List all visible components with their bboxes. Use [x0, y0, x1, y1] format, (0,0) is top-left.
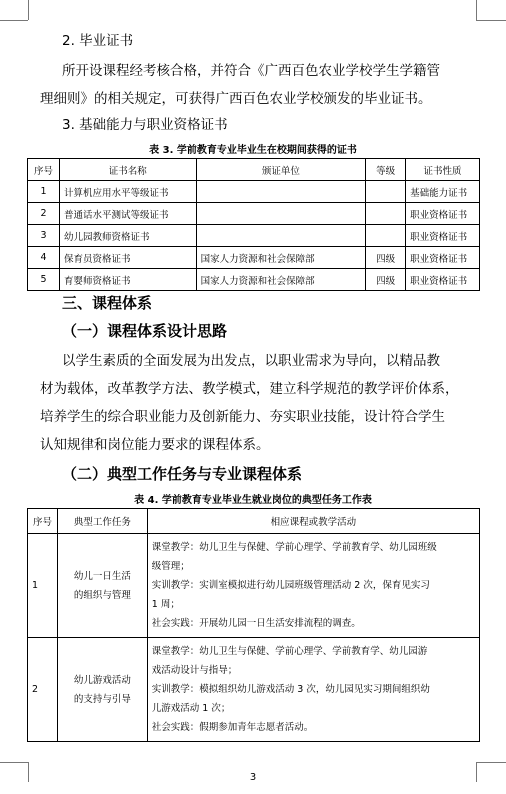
table-cell: 幼儿园教师资格证书: [59, 225, 196, 247]
table-row: [28, 159, 480, 181]
activity-line: 社会实践：开展幼儿园一日生活安排流程的调查。: [151, 618, 361, 629]
table-row: [28, 225, 480, 247]
table-cell: 2: [28, 203, 60, 225]
activity-line: 1 周；: [151, 599, 180, 610]
task-line: 幼儿游戏活动: [73, 674, 131, 686]
page-number: 3: [249, 772, 257, 783]
table-cell: 职业资格证书: [406, 269, 480, 291]
table-cell: [147, 534, 479, 638]
table-3: [27, 158, 480, 291]
table-3-header-level: 等级: [366, 159, 406, 181]
table-row: [28, 509, 480, 534]
activity-line: 级管理；: [151, 561, 190, 572]
activity-line: 戏活动设计与指导；: [151, 665, 238, 676]
task-line: 的组织与管理: [73, 589, 131, 601]
table-cell: [196, 203, 366, 225]
table-cell: 职业资格证书: [406, 247, 480, 269]
table-cell: [196, 225, 366, 247]
activity-line: 实训教学：模拟组织幼儿游戏活动 3 次，幼儿园见实习期间组织幼: [151, 684, 430, 695]
table-4-caption: 表 4. 学前教育专业毕业生就业岗位的典型任务工作表: [134, 495, 372, 506]
table-row: [28, 247, 480, 269]
table-cell: [147, 638, 479, 742]
table-3-caption: 表 3. 学前教育专业毕业生在校期间获得的证书: [149, 145, 357, 156]
table-cell: 国家人力资源和社会保障部: [196, 247, 366, 269]
paragraph-line: 认知规律和岗位能力要求的课程体系。: [40, 437, 270, 453]
chapter-3-heading: 三、课程体系: [62, 294, 153, 312]
table-cell: [366, 181, 406, 203]
table-cell: 3: [28, 225, 60, 247]
paragraph-line: 材为载体，改革教学方法、教学模式，建立科学规范的教学评价体系，: [40, 381, 459, 397]
paragraph-line: 培养学生的综合职业能力及创新能力、夯实职业技能，设计符合学生: [40, 409, 445, 425]
section-2-paragraph-line-1: 所开设课程经考核合格，并符合《广西百色农业学校学生学籍管: [62, 63, 440, 79]
section-2-heading: 2. 毕业证书: [62, 33, 134, 49]
table-row: [28, 181, 480, 203]
table-cell: 四级: [366, 269, 406, 291]
table-row: [28, 203, 480, 225]
activity-line: 儿游戏活动 1 次；: [151, 703, 231, 714]
subsection-1-heading: （一）课程体系设计思路: [62, 322, 228, 340]
subsection-2-heading: （二）典型工作任务与专业课程体系: [62, 465, 303, 483]
section-3-heading: 3. 基础能力与职业资格证书: [62, 117, 228, 133]
table-cell: 四级: [366, 247, 406, 269]
table-cell: 1: [28, 534, 58, 638]
table-row: [28, 269, 480, 291]
table-row: [28, 534, 480, 638]
paragraph-line: 以学生素质的全面发展为出发点，以职业需求为导向，以精品教: [62, 353, 440, 369]
table-cell: [366, 203, 406, 225]
table-4: [27, 508, 480, 742]
table-3-header-type: 证书性质: [406, 159, 480, 181]
table-cell: 育婴师资格证书: [59, 269, 196, 291]
table-cell: 2: [28, 638, 58, 742]
task-line: 幼儿一日生活: [73, 570, 131, 582]
table-row: [28, 638, 480, 742]
table-3-header-no: 序号: [28, 159, 60, 181]
activity-line: 社会实践：假期参加青年志愿者活动。: [151, 722, 314, 733]
activity-line: 课堂教学：幼儿卫生与保健、学前心理学、学前教育学、幼儿园游: [151, 646, 428, 657]
table-cell: 计算机应用水平等级证书: [59, 181, 196, 203]
table-4-header-task: 典型工作任务: [57, 509, 147, 534]
task-line: 的支持与引导: [73, 693, 131, 705]
table-cell: 国家人力资源和社会保障部: [196, 269, 366, 291]
table-cell: 职业资格证书: [406, 225, 480, 247]
table-cell: 保育员资格证书: [59, 247, 196, 269]
table-cell: 职业资格证书: [406, 203, 480, 225]
table-3-header-name: 证书名称: [59, 159, 196, 181]
table-cell: [57, 638, 147, 742]
table-cell: [196, 181, 366, 203]
table-4-header-no: 序号: [28, 509, 58, 534]
activity-line: 实训教学：实训室模拟进行幼儿园班级管理活动 2 次，保育见实习: [151, 580, 430, 591]
activity-line: 课堂教学：幼儿卫生与保健、学前心理学、学前教育学、幼儿园班级: [151, 542, 437, 553]
table-cell: 基础能力证书: [406, 181, 480, 203]
table-cell: 4: [28, 247, 60, 269]
table-cell: 5: [28, 269, 60, 291]
table-cell: 普通话水平测试等级证书: [59, 203, 196, 225]
section-2-paragraph-line-2: 理细则》的相关规定，可获得广西百色农业学校颁发的毕业证书。: [40, 91, 432, 107]
table-cell: [366, 225, 406, 247]
table-3-header-issuer: 颁证单位: [196, 159, 366, 181]
table-cell: 1: [28, 181, 60, 203]
table-4-header-activities: 相应课程或教学活动: [147, 509, 479, 534]
table-cell: [57, 534, 147, 638]
